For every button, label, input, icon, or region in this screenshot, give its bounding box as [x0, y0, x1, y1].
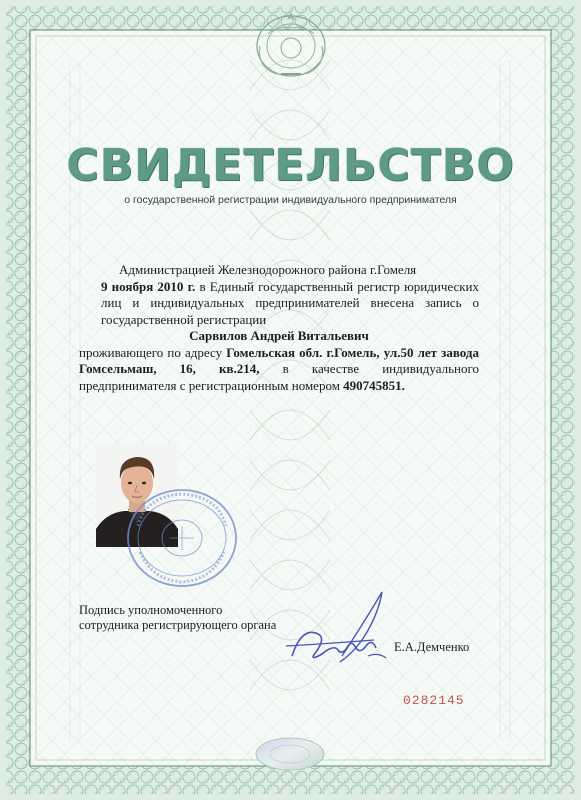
signer-name: Е.А.Демченко	[394, 640, 470, 654]
address-value: Гомельская обл. г.Гомель, ул.50 лет завода Гомсельмаш, 16, кв.214,	[79, 344, 480, 376]
register-text: в Единый государственный регистр юридических лиц и индивидуальных предпринимателей внесена запись о государственной регистрации	[101, 278, 479, 327]
registration-number: 490745851.	[343, 377, 405, 393]
hologram-icon	[254, 736, 326, 772]
state-emblem-icon	[246, 6, 336, 82]
registration-date: 9 ноября 2010 г.	[101, 278, 196, 294]
address-prefix: проживающего по адресу	[79, 344, 223, 360]
document-title: СВИДЕТЕЛЬСТВО	[66, 140, 515, 191]
document-subtitle: о государственной регистрации индивидуального предпринимателя	[124, 194, 457, 206]
official-seal-stamp	[122, 486, 240, 590]
registration-text: в качестве индивидуального предпринимателя с регистрационным номером	[79, 361, 480, 393]
register-paragraph	[79, 279, 479, 329]
person-name: Сарвилов Андрей Витальевич	[189, 328, 369, 343]
signature-label: Подпись уполномоченного сотрудника регистрирующего органа	[79, 603, 277, 632]
authority-line: Администрацией Железнодорожного района г.Гомеля	[119, 262, 417, 277]
certificate-body	[79, 262, 479, 394]
handwritten-signature	[282, 586, 392, 668]
address-paragraph	[79, 345, 479, 395]
serial-number: 0282145	[403, 693, 465, 708]
